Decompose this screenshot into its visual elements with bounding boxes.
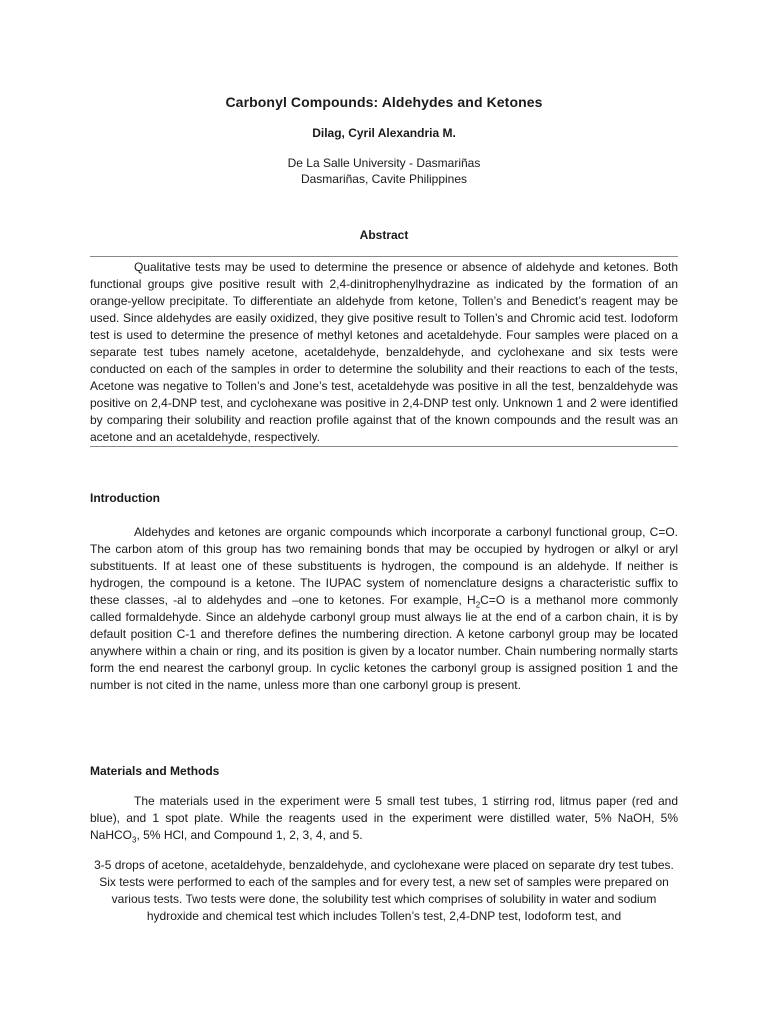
introduction-text <box>90 524 678 694</box>
abstract-bottom-rule <box>90 446 678 447</box>
affiliation-line-2: Dasmariñas, Cavite Philippines <box>300 172 468 186</box>
methods-paragraph-1-part2: , 5% HCl, and Compound 1, 2, 3, 4, and 5. <box>136 828 363 842</box>
methods-paragraph-2: 3-5 drops of acetone, acetaldehyde, benzaldehyde, and cyclohexane were placed on separate dry test tubes. Six tests were performed to each of the samples and for every test, a new set of samples were prepared on various tests. Two tests were done, the solubility test which comprises of solubility in water and sodium hydroxide and chemical test which includes Tollen’s test, 2,4-DNP test, Iodoform test, and <box>94 858 674 923</box>
abstract-heading: Abstract <box>359 228 409 242</box>
abstract-top-rule <box>90 256 678 257</box>
introduction-text-part1: Aldehydes and ketones are organic compounds which incorporate a carbonyl functional group, C=O. The carbon atom of this group has two remaining bonds that may be occupied by hydrogen or alkyl or aryl substituents. If at least one of these substituents is hydrogen, the compound is an aldehyde. If neither is hydrogen, the compound is a ketone. The IUPAC system of nomenclature designs a characteristic suffix to these classes, -al to aldehydes and –one to ketones. For example, H <box>90 525 678 607</box>
abstract-text: Qualitative tests may be used to determine the presence or absence of aldehyde and ketones. Both functional groups give positive result with 2,4-dinitrophenylhydrazine as indicated by the formation of an orange-yellow precipitate. To differentiate an aldehyde from ketone, Tollen’s and Benedict’s reagent may be used. Since aldehydes are easily oxidized, they give positive result to Tollen’s and Chromic acid test. Iodoform test is used to determine the presence of methyl ketones and acetaldehyde. Four samples were placed on a separate test tubes namely acetone, acetaldehyde, benzaldehyde, and cyclohexane and six tests were conducted on each of the samples in order to determine the solubility and their reactions to each of the tests, Acetone was negative to Tollen’s and Jone’s test, acetaldehyde was positive in all the test, benzaldehyde was positive on 2,4-DNP test, and cyclohexane was positive in 2,4-DNP test only. Unknown 1 and 2 were identified by comparing their solubility and reaction profile against that of the known compounds and the result was an acetone and an acetaldehyde, respectively. <box>90 260 678 444</box>
author-name: Dilag, Cyril Alexandria M. <box>312 126 456 140</box>
paper-title: Carbonyl Compounds: Aldehydes and Ketones <box>225 94 543 110</box>
affiliation-line-1: De La Salle University - Dasmariñas <box>287 156 481 170</box>
methods-subscript: 3 <box>132 835 137 845</box>
introduction-subscript: 2 <box>475 600 481 610</box>
methods-paragraph-1 <box>90 793 678 844</box>
introduction-heading: Introduction <box>90 491 160 505</box>
introduction-text-part2: C=O is a methanol more commonly called formaldehyde. Since an aldehyde carbonyl group must always lie at the end of a carbon chain, it is by default position C-1 and therefore defines the numbering direction. A ketone carbonyl group may be located anywhere within a chain or ring, and its position is given by a locator number. Chain numbering normally starts form the end nearest the carbonyl group. In cyclic ketones the carbonyl group is assigned position 1 and the number is not cited in the name, unless more than one carbonyl group is present. <box>90 593 679 692</box>
methods-heading: Materials and Methods <box>90 764 220 778</box>
methods-paragraph-1-part1: The materials used in the experiment were 5 small test tubes, 1 stirring rod, litmus paper (red and blue), and 1 spot plate. While the reagents used in the experiment were distilled water, 5% NaOH, 5% NaHCO <box>90 794 678 842</box>
